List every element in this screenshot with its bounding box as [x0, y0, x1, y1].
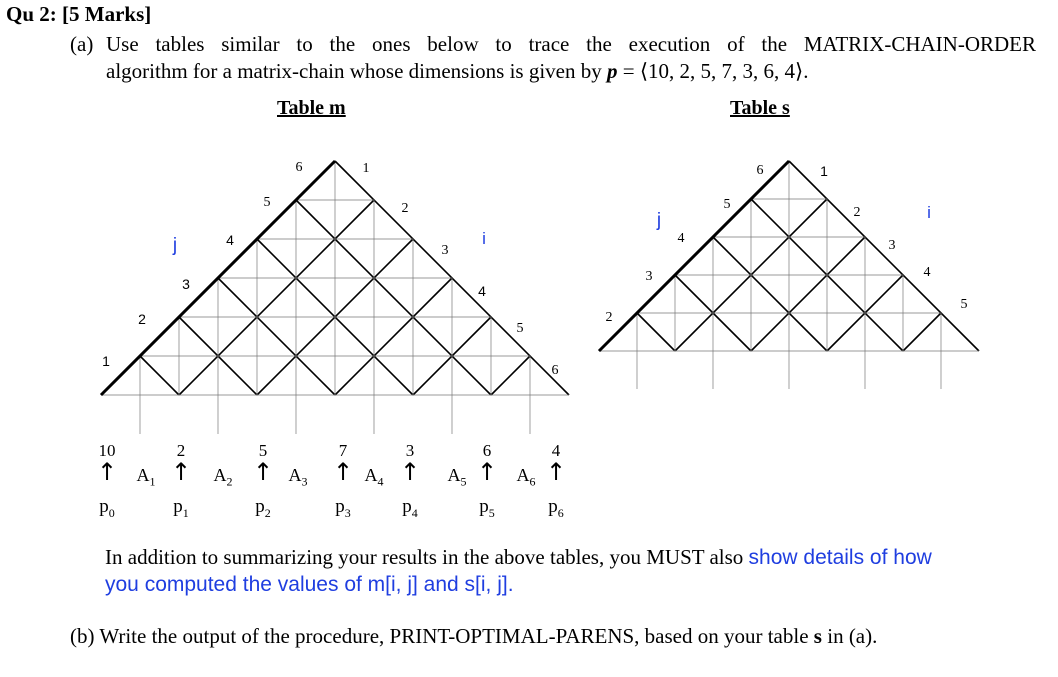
- p-subscript: 1: [182, 505, 189, 520]
- table-s-line-b: [713, 237, 827, 351]
- table-s-j-index: 3: [645, 269, 653, 284]
- matrix-label: [517, 465, 536, 490]
- up-arrow-icon: ↑: [96, 458, 118, 486]
- table-s-i-index: 4: [923, 265, 931, 280]
- up-arrow-icon: ↑: [476, 458, 498, 486]
- table-s-i-index: 3: [888, 238, 896, 253]
- p-subscript: 6: [557, 505, 564, 520]
- p-letter: p: [402, 496, 412, 517]
- table-s-i-index: 5: [960, 297, 968, 312]
- dimension-value: 4: [551, 441, 561, 460]
- part-a-line-1: Use tables similar to the ones below to trace the execution of the MATRIX-CHAIN-ORDER: [106, 32, 1036, 56]
- p-label: [99, 496, 115, 521]
- matrix-label: [214, 465, 233, 490]
- table-m-j-index: 2: [138, 311, 146, 327]
- matrix-letter: A: [136, 465, 150, 485]
- p-sequence: = ⟨10, 2, 5, 7, 3, 6, 4⟩.: [617, 59, 809, 83]
- dimension-value: 3: [405, 441, 415, 460]
- part-b-text-end: in (a).: [821, 624, 878, 648]
- p-subscript: 4: [411, 505, 418, 520]
- matrix-letter: A: [364, 465, 378, 485]
- p-letter: p: [99, 496, 109, 517]
- matrix-letter: A: [213, 465, 227, 485]
- matrix-subscript: 5: [460, 474, 467, 489]
- table-s-j-index: 5: [723, 197, 731, 212]
- table-s-grid: [599, 161, 979, 389]
- table-s-line-b: [637, 313, 675, 351]
- matrix-subscript: 4: [377, 474, 384, 489]
- dimension-value: 6: [482, 441, 492, 460]
- p-letter: p: [479, 496, 489, 517]
- instruction-text: In addition to summarizing your results in the above tables, you MUST also: [105, 545, 749, 569]
- up-arrow-icon: ↑: [332, 458, 354, 486]
- table-m-i-index: 1: [362, 161, 370, 176]
- table-m-title: Table m: [277, 97, 346, 119]
- p-label: [479, 496, 495, 521]
- matrix-subscript: 3: [301, 474, 308, 489]
- p-subscript: 5: [488, 505, 495, 520]
- table-m-line-b: [140, 356, 179, 395]
- matrix-label: [365, 465, 384, 490]
- table-m-j-index: 4: [226, 232, 234, 248]
- p-letter: p: [548, 496, 558, 517]
- instruction-line-1: [105, 544, 932, 571]
- part-a-letter: (a): [70, 32, 94, 56]
- instruction-highlight-2: you computed the values of m[i, j] and s[i, j].: [105, 573, 514, 596]
- p-label: [173, 496, 189, 521]
- table-m-i-index: 3: [441, 243, 449, 258]
- p-letter: p: [173, 496, 183, 517]
- part-b-text: Write the output of the procedure, PRINT-OPTIMAL-PARENS, based on your table: [99, 624, 814, 648]
- dimension-value: 2: [176, 441, 186, 460]
- table-m-line-a: [491, 356, 530, 395]
- table-m-i-index: 5: [516, 321, 524, 336]
- table-m-grid: [101, 161, 569, 434]
- matrix-subscript: 2: [226, 474, 233, 489]
- up-arrow-icon: ↑: [170, 458, 192, 486]
- table-s-j-label: j: [656, 210, 662, 231]
- p-subscript: 2: [264, 505, 271, 520]
- table-m-i-index: 4: [478, 283, 486, 299]
- p-label: [335, 496, 351, 521]
- matrix-label: [448, 465, 467, 490]
- p-subscript: 3: [344, 505, 351, 520]
- table-s-i-index: 1: [820, 163, 828, 179]
- table-m-i-index: 2: [401, 201, 409, 216]
- table-s-left-edge: [599, 161, 789, 351]
- p-letter: p: [255, 496, 265, 517]
- table-m-i-index: 6: [551, 363, 559, 378]
- table-s-line-a: [751, 237, 865, 351]
- table-s-j-index: 2: [605, 310, 613, 325]
- table-s-j-index: 6: [756, 163, 764, 178]
- matrix-letter: A: [288, 465, 302, 485]
- table-s-i-label: i: [927, 203, 931, 222]
- table-m-j-index: 1: [102, 353, 110, 369]
- table-s-j-index: 4: [677, 231, 685, 246]
- matrix-subscript: 6: [529, 474, 536, 489]
- part-a-line-2-text: algorithm for a matrix-chain whose dimensions is given by: [106, 59, 602, 83]
- up-arrow-icon: ↑: [399, 458, 421, 486]
- table-m-line-b: [296, 200, 491, 395]
- table-m-j-index: 5: [263, 195, 271, 210]
- table-s-line-a: [903, 313, 941, 351]
- table-s-i-index: 2: [853, 205, 861, 220]
- dimension-value: 10: [98, 441, 116, 460]
- part-b-letter: (b): [70, 624, 95, 648]
- s-symbol: s: [813, 624, 822, 648]
- up-arrow-icon: ↑: [252, 458, 274, 486]
- p-subscript: 0: [108, 505, 115, 520]
- p-letter: p: [335, 496, 345, 517]
- p-label: [548, 496, 564, 521]
- dimension-value: 7: [338, 441, 348, 460]
- matrix-letter: A: [447, 465, 461, 485]
- table-m-j-index: 6: [295, 160, 303, 175]
- instruction-highlight-1: show details of how: [748, 546, 932, 569]
- part-b: [70, 623, 877, 650]
- question-marks: [5 Marks]: [62, 2, 152, 26]
- matrix-letter: A: [516, 465, 530, 485]
- table-m-line-a: [335, 278, 452, 395]
- question-label: Qu 2:: [6, 2, 57, 26]
- table-labels: [102, 160, 967, 378]
- table-s-line-b: [789, 161, 979, 351]
- p-symbol: p: [607, 59, 618, 83]
- table-m-line-a: [179, 200, 374, 395]
- table-s-title: Table s: [730, 97, 790, 119]
- table-m-j-label: j: [172, 235, 178, 256]
- matrix-label: [137, 465, 156, 490]
- matrix-subscript: 1: [149, 474, 156, 489]
- matrix-label: [289, 465, 308, 490]
- p-label: [255, 496, 271, 521]
- table-m-i-label: i: [482, 229, 486, 248]
- p-label: [402, 496, 418, 521]
- table-m-line-b: [218, 278, 335, 395]
- dimension-value: 5: [258, 441, 268, 460]
- up-arrow-icon: ↑: [545, 458, 567, 486]
- table-m-j-index: 3: [182, 276, 190, 292]
